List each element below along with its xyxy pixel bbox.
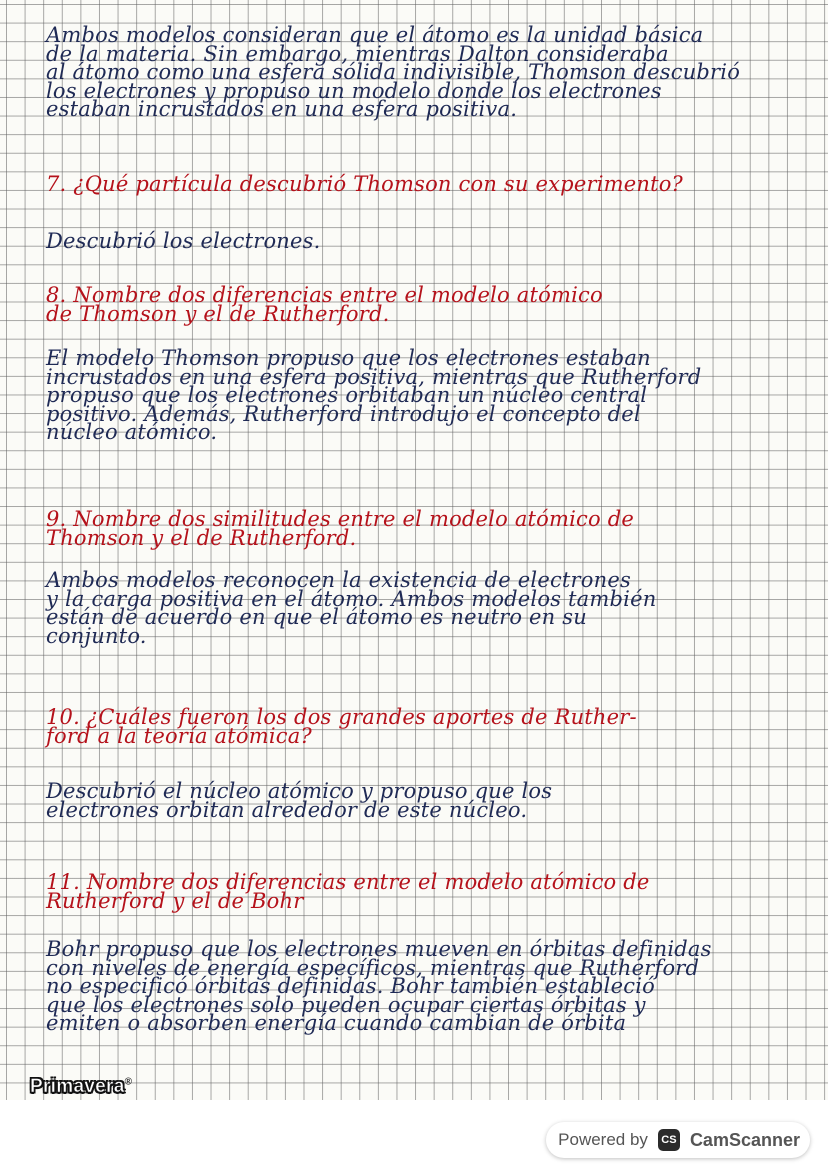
answer-7: Descubrió los electrones. (46, 229, 321, 253)
powered-by-label: Powered by (558, 1130, 648, 1149)
answer-8: El modelo Thomson propuso que los electrones estaban incrustados en una esfera positiva, mientras que Rutherford propuso que los electrones orbitaban un núcleo central positivo. Además, Rutherford introdujo el concepto del núcleo atómico. (46, 346, 702, 445)
question-9: 9. Nombre dos similitudes entre el modelo atómico de Thomson y el de Rutherford. (46, 507, 635, 550)
camscanner-icon: CS (658, 1129, 680, 1151)
question-7: 7. ¿Qué partícula descubrió Thomson con su experimento? (46, 172, 684, 196)
brand-text: Primavera (30, 1076, 125, 1097)
intro-paragraph: Ambos modelos consideran que el átomo es la unidad básica de la materia. Sin embargo, mientras Dalton consideraba al átomo como una esfera sólida indivisible, Thomson descubrió los electrones y propuso un modelo donde los electrones estaban incrustados en una esfera positiva. (46, 23, 741, 122)
brand-registered-mark: ® (124, 1076, 133, 1088)
answer-10: Descubrió el núcleo atómico y propuso que los electrones orbitan alrededor de este núcleo. (46, 779, 553, 822)
camscanner-name: CamScanner (689, 1129, 800, 1150)
camscanner-badge (546, 1122, 810, 1158)
question-8: 8. Nombre dos diferencias entre el modelo atómico de Thomson y el de Rutherford. (46, 283, 603, 326)
question-10: 10. ¿Cuáles fueron los dos grandes aportes de Ruther- ford a la teoría atómica? (46, 705, 637, 748)
primavera-logo (30, 1076, 132, 1098)
question-11: 11. Nombre dos diferencias entre el modelo atómico de Rutherford y el de Bohr (46, 870, 650, 913)
answer-9: Ambos modelos reconocen la existencia de electrones y la carga positiva en el átomo. Ambos modelos también están de acuerdo en que el átomo es neutro en su conjunto. (46, 568, 657, 648)
answer-11: Bohr propuso que los electrones mueven en órbitas definidas con niveles de energía específicos, mientras que Rutherford no especificó órbitas definidas. Bohr también estableció que los electrones solo pueden ocupar ciertas órbitas y emiten o absorben energía cuando cambian de órbita (46, 937, 712, 1036)
